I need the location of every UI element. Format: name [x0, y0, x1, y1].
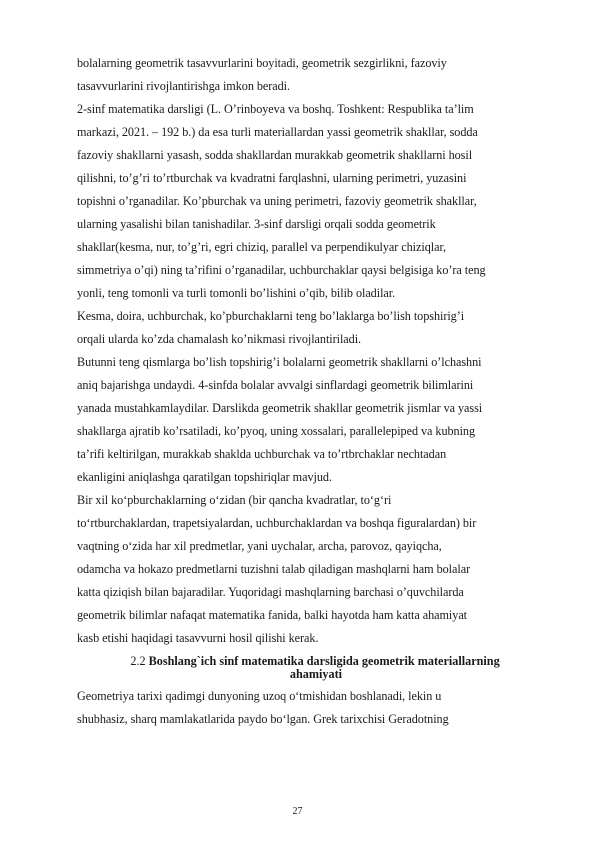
page-body	[77, 52, 553, 731]
text-line: ekanligini aniqlashga qaratilgan topshiriqlar mavjud.	[77, 470, 332, 484]
text-line: shubhasiz, sharq mamlakatlarida paydo bo‘lgan. Grek tarixchisi Geradotning	[77, 712, 449, 726]
text-line: katta qiziqish bilan bajaradilar. Yuqoridagi mashqlarning barchasi o’quvchilarda	[77, 585, 464, 599]
text-line: Butunni teng qismlarga bo’lish topshirig’i bolalarni geometrik shakllarni o’lchashni	[77, 355, 482, 369]
text-line: topishni o’rganadilar. Ko’pburchak va uning perimetri, fazoviy geometrik shakllar,	[77, 194, 477, 208]
text-line: bolalarning geometrik tasavvurlarini boyitadi, geometrik sezgirlikni, fazoviy	[77, 56, 447, 70]
text-line: kasb etishi haqidagi tasavvurni hosil qilishi kerak.	[77, 631, 319, 645]
text-line: Bir xil ko‘pburchaklarning o‘zidan (bir qancha kvadratlar, to‘g‘ri	[77, 493, 392, 507]
text-line: simmetriya o’qi) ning ta’rifini o’rganadilar, uchburchaklar qaysi belgisiga ko’ra teng	[77, 263, 486, 277]
text-line: to‘rtburchaklardan, trapetsiyalardan, uchburchaklardan va boshqa figuralardan) bir	[77, 516, 477, 530]
text-line: fazoviy shakllarni yasash, sodda shakllardan murakkab geometrik shakllarni hosil	[77, 148, 473, 162]
section-paragraphs	[77, 685, 553, 731]
section-title-line-1: Boshlang`ich sinf matematika darsligida geometrik materiallarning	[148, 654, 500, 668]
section-number: 2.2	[130, 654, 149, 668]
text-line: ularning yasalishi bilan tanishadilar. 3-sinf darsligi orqali sodda geometrik	[77, 217, 436, 231]
text-line: yonli, teng tomonli va turli tomonli bo’lishini o’qib, bilib oladilar.	[77, 286, 396, 300]
text-line: yanada mustahkamlaydilar. Darslikda geometrik shakllar geometrik jismlar va yassi	[77, 401, 483, 415]
page-number: 27	[292, 806, 303, 817]
text-line: markazi, 2021. – 192 b.) da esa turli materiallardan yassi geometrik shakllar, sodda	[77, 125, 478, 139]
text-line: Geometriya tarixi qadimgi dunyoning uzoq o‘tmishidan boshlanadi, lekin u	[77, 689, 442, 703]
text-line: shakllar(kesma, nur, to’g’ri, egri chiziq, parallel va perpendikulyar chiziqlar,	[77, 240, 446, 254]
text-line: 2-sinf matematika darsligi (L. O’rinboyeva va boshq. Toshkent: Respublika ta’lim	[77, 102, 474, 116]
text-line: ta’rifi keltirilgan, murakkab shaklda uchburchak va to’rtbrchaklar nechtadan	[77, 447, 447, 461]
section-heading	[77, 655, 553, 681]
text-line: tasavvurlarini rivojlantirishga imkon beradi.	[77, 79, 291, 93]
body-paragraphs	[77, 52, 553, 650]
section-title-line-2: ahamiyati	[289, 667, 343, 681]
text-line: Kesma, doira, uchburchak, ko’pburchaklarni teng bo’laklarga bo’lish topshirig’i	[77, 309, 465, 323]
text-line: aniq bajarishga undaydi. 4-sinfda bolalar avvalgi sinflardagi geometrik bilimlarini	[77, 378, 474, 392]
text-line: shakllarga ajratib ko’rsatiladi, ko’pyoq, uning xossalari, parallelepiped va kubning	[77, 424, 475, 438]
text-line: qilishni, to’g’ri to’rtburchak va kvadratni farqlashni, ularning perimetri, yuzasini	[77, 171, 467, 185]
text-line: orqali ularda ko’zda chamalash ko’nikmasi rivojlantiriladi.	[77, 332, 362, 346]
text-line: vaqtning o‘zida har xil predmetlar, yani uychalar, archa, parovoz, qayiqcha,	[77, 539, 442, 553]
text-line: odamcha va hokazo predmetlarni tuzishni talab qiladigan mashqlarni ham bolalar	[77, 562, 471, 576]
text-line: geometrik bilimlar nafaqat matematika fanida, balki hayotda ham katta ahamiyat	[77, 608, 468, 622]
